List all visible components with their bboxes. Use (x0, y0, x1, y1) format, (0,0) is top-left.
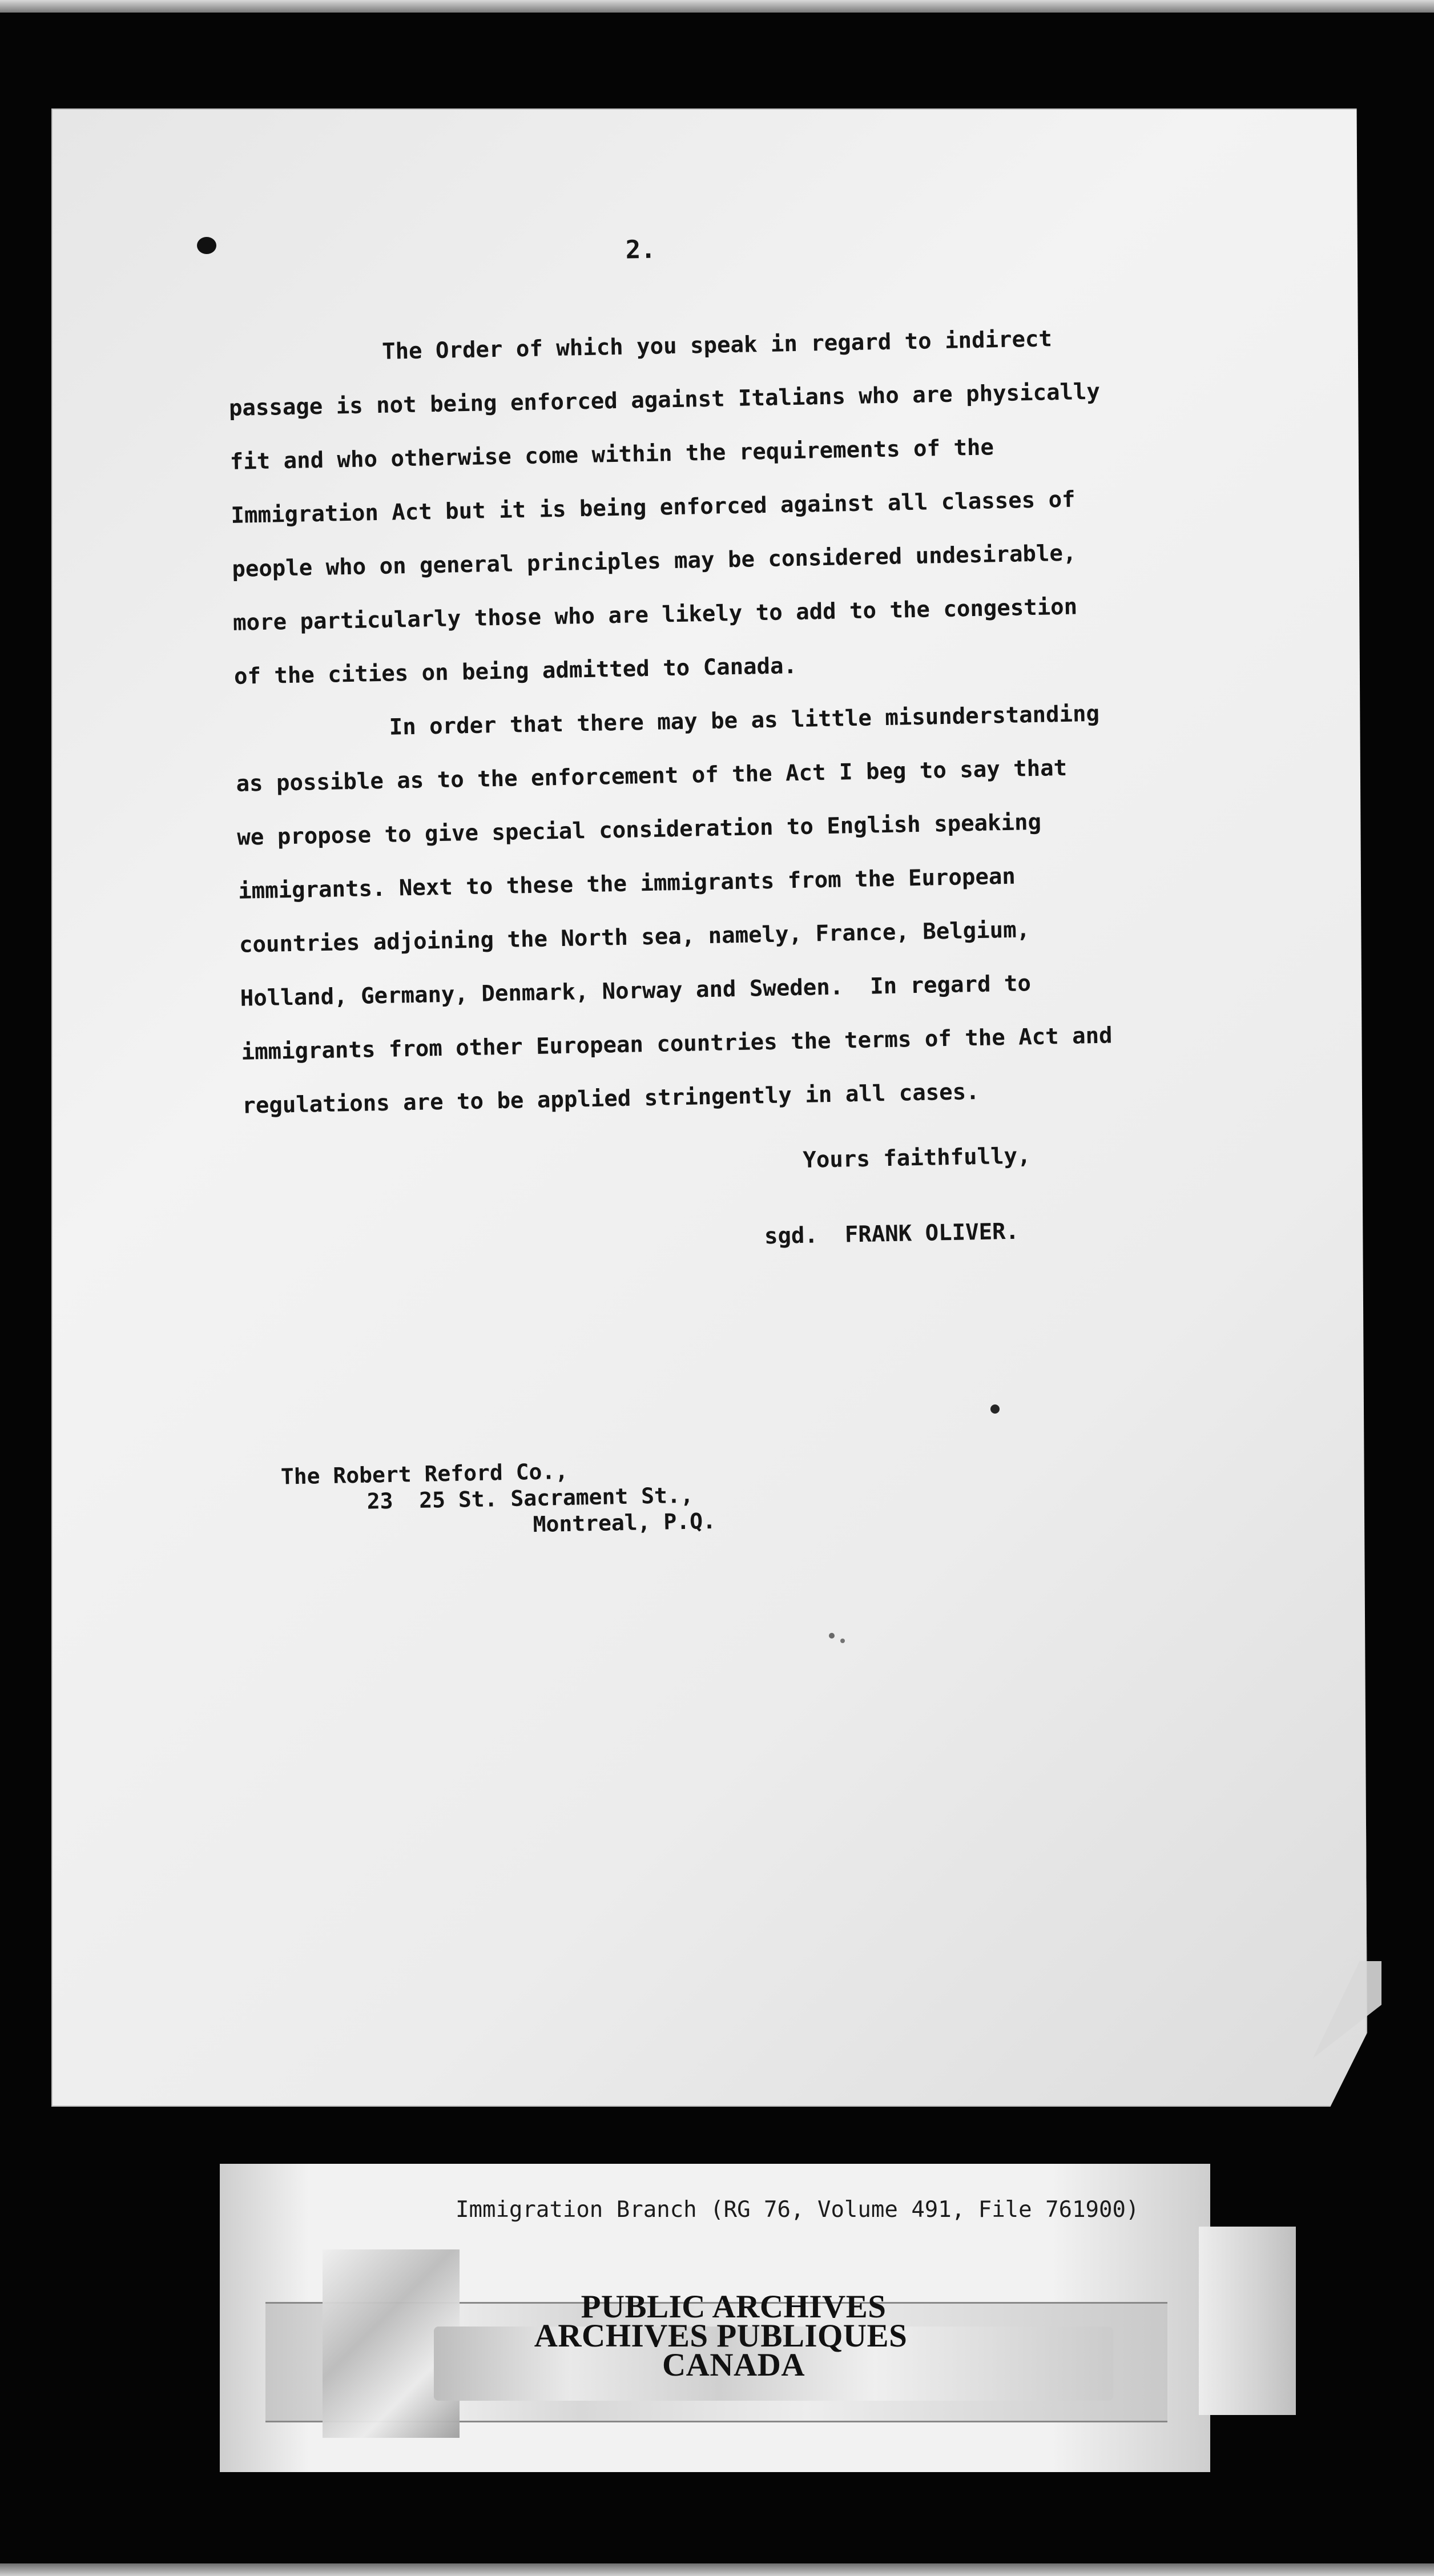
paragraph-1-line-4: Immigration Act but it is being enforced against all classes of (231, 486, 1076, 529)
archive-stamp-line-1: PUBLIC ARCHIVES (581, 2289, 887, 2325)
paragraph-1-line-1: The Order of which you speak in regard to indirect (381, 326, 1053, 365)
archive-stamp (534, 2289, 933, 2383)
paragraph-1-line-3: fit and who otherwise come within the requirements of the (229, 434, 994, 475)
paragraph-2-line-7: immigrants from other European countries the terms of the Act and (241, 1023, 1113, 1065)
paragraph-1-line-2: passage is not being enforced against Italians who are physically (228, 379, 1101, 421)
paragraph-2-line-1: In order that there may be as little misunderstanding (389, 701, 1100, 740)
paragraph-2-line-2: as possible as to the enforcement of the Act I beg to say that (236, 755, 1068, 797)
film-top-edge (0, 0, 1434, 13)
paragraph-1-line-6: more particularly those who are likely to add to the congestion (232, 594, 1078, 636)
ink-mark-3 (840, 1639, 845, 1643)
punch-hole-mark (197, 237, 216, 254)
film-bottom-edge (0, 2563, 1434, 2576)
paragraph-2-line-6: Holland, Germany, Denmark, Norway and Sweden. In regard to (240, 971, 1032, 1012)
paragraph-2-line-3: we propose to give special consideration to English speaking (236, 809, 1042, 851)
paragraph-2-line-5: countries adjoining the North sea, namely, France, Belgium, (239, 917, 1030, 958)
closing-block (764, 1129, 1033, 1263)
paragraph-2-line-8: regulations are to be applied stringently in all cases. (241, 1078, 980, 1119)
address-line-1: The Robert Reford Co., (280, 1458, 569, 1490)
address-line-3: Montreal, P.Q. (533, 1508, 716, 1537)
ink-mark-1 (990, 1404, 1000, 1414)
recipient-address (280, 1455, 716, 1543)
paragraph-1-line-7: of the cities on being admitted to Canada. (233, 653, 797, 690)
address-line-2: 23 25 St. Sacrament St., (366, 1482, 694, 1514)
archive-stamp-line-3: CANADA (662, 2347, 805, 2383)
letter-body (227, 308, 1299, 1133)
salutation: Yours faithfully, (802, 1143, 1031, 1173)
signature-line: sgd. FRANK OLIVER. (764, 1218, 1020, 1250)
paragraph-1-line-5: people who on general principles may be considered undesirable, (231, 540, 1077, 582)
tape-right-fragment (1199, 2227, 1296, 2415)
page-number: 2. (625, 235, 656, 265)
ink-mark-2 (829, 1633, 835, 1639)
paragraph-2-line-4: immigrants. Next to these the immigrants from the European (237, 863, 1016, 904)
archive-stamp-line-2: ARCHIVES PUBLIQUES (534, 2318, 908, 2354)
archive-file-reference: Immigration Branch (RG 76, Volume 491, File 761900) (456, 2197, 1139, 2223)
